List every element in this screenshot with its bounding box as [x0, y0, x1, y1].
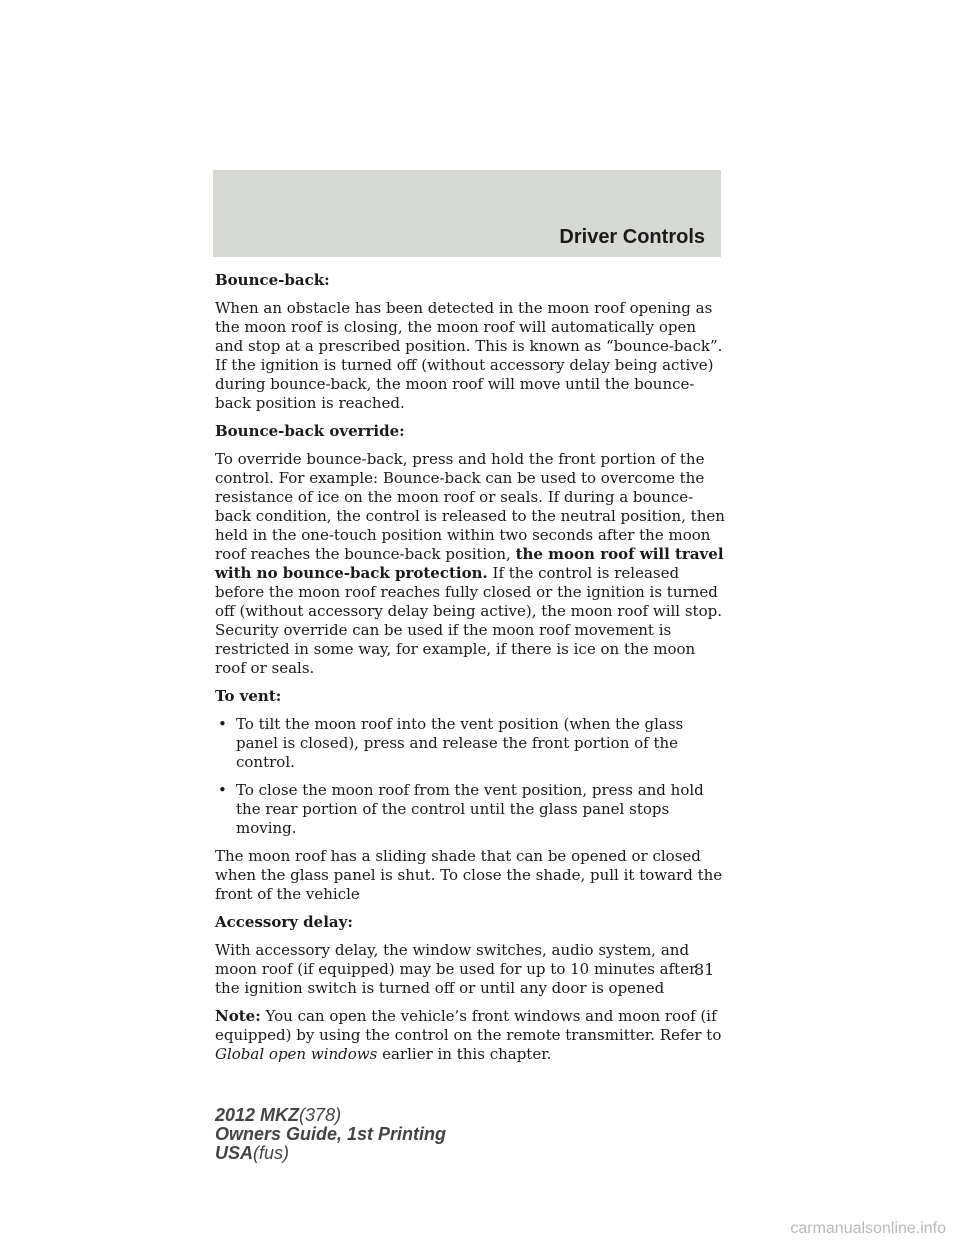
bounce-back-heading: Bounce-back: — [215, 271, 330, 289]
footer-model: 2012 MKZ — [215, 1105, 300, 1125]
override-text-end: If the control is released before the moon roof reaches fully closed or the ignition is turned off (without accessory delay being active), the moon roof will stop. Security override can be used if the moon roof movement is restricted in some way, for example, if there is ice on the moon roof or seals. — [215, 564, 722, 677]
footer-market-code: (fus) — [253, 1143, 290, 1163]
footer-model-code: (378) — [299, 1105, 342, 1125]
watermark: carmanualsonline.info — [790, 1220, 946, 1237]
override-text-start: To override bounce-back, press and hold the front portion of the control. For example: Bounce-back can be used to overcome the resistance of ice on the moon roof or seals. If during a bounce-back condition, the control is released to the neutral position, then held in the one-touch position within two seconds after the moon roof reaches the bounce-back position, — [215, 450, 725, 563]
footer-line-market — [215, 1144, 446, 1163]
footer-edition: Owners Guide, 1st Printing — [215, 1124, 447, 1144]
page-content — [215, 271, 725, 1073]
note-label: Note: — [215, 1007, 261, 1025]
section-title: Driver Controls — [559, 226, 705, 248]
print-footer — [215, 1106, 446, 1163]
shade-paragraph: The moon roof has a sliding shade that can be opened or closed when the glass panel is shut. To close the shade, pull it toward the front of the vehicle — [215, 847, 723, 903]
page-number: 81 — [694, 960, 715, 979]
accessory-delay-paragraph: With accessory delay, the window switches, audio system, and moon roof (if equipped) may be used for up to 10 minutes after the ignition switch is turned off or until any door is opened — [215, 941, 697, 997]
note-paragraph — [215, 1007, 725, 1064]
note-reference: Global open windows — [215, 1045, 378, 1063]
note-text-end: earlier in this chapter. — [382, 1045, 552, 1063]
bullet-icon: • — [218, 715, 227, 733]
section-header — [213, 170, 721, 257]
footer-line-model — [215, 1106, 446, 1125]
vent-bullet-item — [215, 715, 725, 772]
vent-bullet-text: To close the moon roof from the vent position, press and hold the rear portion of the control until the glass panel stops moving. — [236, 781, 704, 837]
bounce-back-paragraph: When an obstacle has been detected in the moon roof opening as the moon roof is closing, the moon roof will automatically open and stop at a prescribed position. This is known as “bounce-back”. If the ignition is turned off (without accessory delay being active) during bounce-back, the moon roof will move until the bounce-back position is reached. — [215, 299, 723, 412]
bounce-back-override-paragraph — [215, 450, 725, 678]
vent-bullet-item — [215, 781, 725, 838]
note-text-start: You can open the vehicle’s front windows and moon roof (if equipped) by using the control on the remote transmitter. Refer to — [215, 1007, 722, 1044]
vent-heading: To vent: — [215, 687, 282, 705]
accessory-delay-heading: Accessory delay: — [215, 913, 353, 931]
override-text-bold: the moon roof will travel with no bounce-back protection. — [215, 545, 724, 582]
vent-bullet-text: To tilt the moon roof into the vent position (when the glass panel is closed), press and release the front portion of the control. — [236, 715, 684, 771]
bounce-back-override-heading: Bounce-back override: — [215, 422, 405, 440]
footer-market: USA — [215, 1143, 254, 1163]
bullet-icon: • — [218, 781, 227, 799]
